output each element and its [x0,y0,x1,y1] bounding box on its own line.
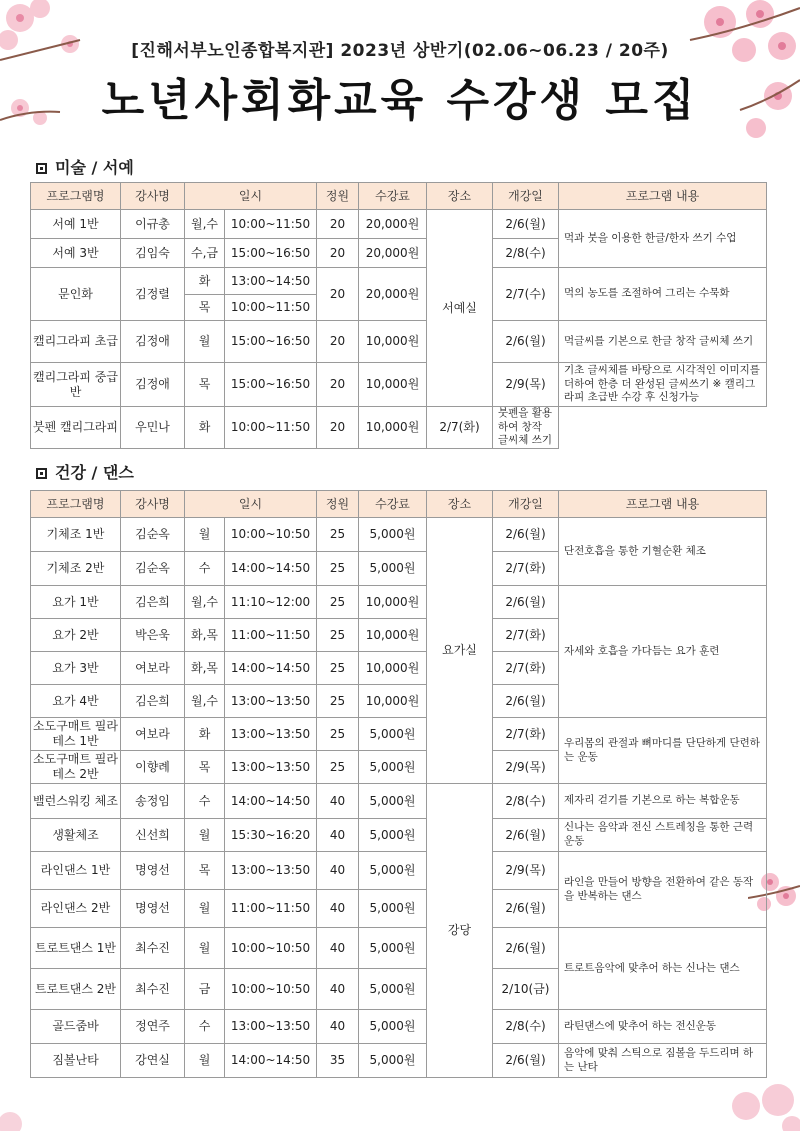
time: 10:00~11:50 [225,407,317,449]
start-date: 2/6(월) [493,210,559,239]
program-name: 문인화 [31,268,121,321]
time: 10:00~11:50 [225,210,317,239]
program-content: 음악에 맞춰 스틱으로 짐볼을 두드리며 하는 난타 [559,1044,767,1078]
days: 목 [185,295,225,321]
fee: 5,000원 [359,890,427,928]
teacher: 명영선 [121,852,185,890]
start-date: 2/6(월) [493,586,559,619]
time: 13:00~13:50 [225,718,317,751]
teacher: 최수진 [121,928,185,969]
fee: 10,000원 [359,363,427,407]
teacher: 신선희 [121,819,185,852]
time: 13:00~14:50 [225,268,317,295]
teacher: 이규총 [121,210,185,239]
teacher: 김정애 [121,321,185,363]
column-header: 프로그램명 [31,183,121,210]
table-row [31,363,767,407]
table-header-row [31,183,767,210]
program-content: 기초 글씨체를 바탕으로 시각적인 이미지를 더하여 한층 더 완성된 글씨쓰기 ※ 캘리그라피 초급반 수강 후 신청가능 [559,363,767,407]
capacity: 25 [317,552,359,586]
start-date: 2/6(월) [493,1044,559,1078]
table-row [31,928,767,969]
start-date: 2/7(화) [493,552,559,586]
place: 서예실 [427,210,493,407]
program-content: 먹의 농도를 조절하여 그리는 수묵화 [559,268,767,321]
start-date: 2/7(화) [427,407,493,449]
program-name: 요가 2반 [31,619,121,652]
teacher: 김임숙 [121,239,185,268]
days: 월 [185,518,225,552]
table-row [31,784,767,819]
cherry-blossom-bottom-right [716,1076,800,1131]
program-name: 기체조 1반 [31,518,121,552]
capacity: 25 [317,718,359,751]
table-row [31,852,767,890]
program-name: 붓펜 캘리그라피 [31,407,121,449]
program-name: 서예 3반 [31,239,121,268]
days: 월,수 [185,586,225,619]
time: 13:00~13:50 [225,685,317,718]
capacity: 40 [317,928,359,969]
column-header: 개강일 [493,491,559,518]
square-bullet-icon [36,163,47,174]
days: 월 [185,819,225,852]
days: 수 [185,552,225,586]
time: 10:00~11:50 [225,295,317,321]
program-name: 캘리그라피 초급 [31,321,121,363]
column-header: 프로그램 내용 [559,183,767,210]
table-row [31,518,767,552]
table-row [31,1010,767,1044]
column-header: 정원 [317,491,359,518]
column-header: 강사명 [121,183,185,210]
fee: 5,000원 [359,852,427,890]
capacity: 20 [317,363,359,407]
program-content: 라틴댄스에 맞추어 하는 전신운동 [559,1010,767,1044]
program-content: 우리몸의 관절과 뼈마디를 단단하게 단련하는 운동 [559,718,767,784]
capacity: 25 [317,619,359,652]
program-content: 붓펜을 활용하여 창작 글씨체 쓰기 [493,407,559,449]
start-date: 2/7(화) [493,652,559,685]
fee: 10,000원 [359,586,427,619]
time: 15:00~16:50 [225,363,317,407]
teacher: 이향례 [121,751,185,784]
column-header: 정원 [317,183,359,210]
start-date: 2/6(월) [493,518,559,552]
fee: 5,000원 [359,518,427,552]
fee: 5,000원 [359,969,427,1010]
teacher: 김순옥 [121,552,185,586]
column-header: 장소 [427,183,493,210]
square-bullet-icon [36,468,47,479]
teacher: 김은희 [121,586,185,619]
teacher: 여보라 [121,718,185,751]
fee: 20,000원 [359,239,427,268]
teacher: 최수진 [121,969,185,1010]
capacity: 40 [317,819,359,852]
fee: 10,000원 [359,619,427,652]
time: 15:30~16:20 [225,819,317,852]
program-name: 밸런스워킹 체조 [31,784,121,819]
teacher: 김은희 [121,685,185,718]
program-name: 서예 1반 [31,210,121,239]
capacity: 20 [317,407,359,449]
place: 강당 [427,784,493,1078]
fee: 10,000원 [359,685,427,718]
table-row [31,321,767,363]
program-name: 요가 4반 [31,685,121,718]
section-art-heading: 미술 / 서예 [36,155,134,178]
teacher: 김정애 [121,363,185,407]
teacher: 박은욱 [121,619,185,652]
column-header: 강사명 [121,491,185,518]
fee: 5,000원 [359,784,427,819]
fee: 5,000원 [359,552,427,586]
program-content: 라인을 만들어 방향을 전환하여 같은 동작을 반복하는 댄스 [559,852,767,928]
program-name: 소도구매트 필라테스 1반 [31,718,121,751]
time: 11:10~12:00 [225,586,317,619]
days: 목 [185,363,225,407]
start-date: 2/10(금) [493,969,559,1010]
start-date: 2/9(목) [493,751,559,784]
program-content: 트로트음악에 맞추어 하는 신나는 댄스 [559,928,767,1010]
program-content: 자세와 호흡을 가다듬는 요가 훈련 [559,586,767,718]
program-content: 신나는 음악과 전신 스트레칭을 통한 근력운동 [559,819,767,852]
column-header: 수강료 [359,183,427,210]
fee: 5,000원 [359,751,427,784]
fee: 5,000원 [359,718,427,751]
start-date: 2/9(목) [493,363,559,407]
capacity: 20 [317,239,359,268]
time: 10:00~10:50 [225,518,317,552]
program-name: 트로트댄스 2반 [31,969,121,1010]
fee: 10,000원 [359,407,427,449]
program-content: 제자리 걷기를 기본으로 하는 복합운동 [559,784,767,819]
time: 15:00~16:50 [225,321,317,363]
program-name: 요가 1반 [31,586,121,619]
art-program-table [30,182,767,449]
teacher: 강연실 [121,1044,185,1078]
teacher: 여보라 [121,652,185,685]
capacity: 40 [317,1010,359,1044]
days: 화,목 [185,619,225,652]
fee: 20,000원 [359,210,427,239]
start-date: 2/7(화) [493,619,559,652]
start-date: 2/9(목) [493,852,559,890]
time: 14:00~14:50 [225,1044,317,1078]
days: 월,수 [185,685,225,718]
days: 수 [185,1010,225,1044]
time: 13:00~13:50 [225,751,317,784]
teacher: 명영선 [121,890,185,928]
cherry-blossom-bottom-left [0,1100,40,1131]
page-title: 노년사회화교육 수강생 모집 [101,75,699,126]
table-row [31,210,767,239]
program-name: 기체조 2반 [31,552,121,586]
days: 월,수 [185,210,225,239]
program-name: 캘리그라피 중급반 [31,363,121,407]
column-header: 개강일 [493,183,559,210]
capacity: 20 [317,321,359,363]
program-name: 짐볼난타 [31,1044,121,1078]
time: 11:00~11:50 [225,619,317,652]
capacity: 25 [317,751,359,784]
capacity: 25 [317,652,359,685]
start-date: 2/6(월) [493,819,559,852]
days: 화 [185,407,225,449]
program-name: 라인댄스 1반 [31,852,121,890]
capacity: 25 [317,685,359,718]
table-row [31,268,767,295]
days: 금 [185,969,225,1010]
table-row [31,1044,767,1078]
health-program-table [30,490,767,1078]
program-name: 트로트댄스 1반 [31,928,121,969]
time: 13:00~13:50 [225,1010,317,1044]
capacity: 35 [317,1044,359,1078]
column-header: 일시 [185,491,317,518]
days: 화,목 [185,652,225,685]
days: 수,금 [185,239,225,268]
time: 15:00~16:50 [225,239,317,268]
start-date: 2/8(수) [493,239,559,268]
fee: 10,000원 [359,321,427,363]
place: 요가실 [427,518,493,784]
header-subtitle: [진해서부노인종합복지관] 2023년 상반기(02.06~06.23 / 20주) [131,41,669,61]
table-header-row [31,491,767,518]
fee: 10,000원 [359,652,427,685]
column-header: 프로그램 내용 [559,491,767,518]
time: 10:00~10:50 [225,928,317,969]
start-date: 2/6(월) [493,685,559,718]
capacity: 40 [317,852,359,890]
program-name: 생활체조 [31,819,121,852]
start-date: 2/8(수) [493,1010,559,1044]
capacity: 25 [317,586,359,619]
fee: 5,000원 [359,1044,427,1078]
capacity: 25 [317,518,359,552]
program-content: 먹글씨를 기본으로 한글 창작 글씨체 쓰기 [559,321,767,363]
start-date: 2/7(화) [493,718,559,751]
days: 월 [185,321,225,363]
fee: 5,000원 [359,1010,427,1044]
fee: 5,000원 [359,819,427,852]
capacity: 20 [317,268,359,321]
table-row [31,819,767,852]
column-header: 일시 [185,183,317,210]
table-row [31,407,767,449]
days: 목 [185,751,225,784]
days: 월 [185,928,225,969]
program-name: 소도구매트 필라테스 2반 [31,751,121,784]
days: 목 [185,852,225,890]
time: 10:00~10:50 [225,969,317,1010]
time: 14:00~14:50 [225,552,317,586]
days: 월 [185,890,225,928]
capacity: 20 [317,210,359,239]
program-name: 골드줌바 [31,1010,121,1044]
teacher: 우민나 [121,407,185,449]
teacher: 김정렬 [121,268,185,321]
start-date: 2/7(수) [493,268,559,321]
start-date: 2/8(수) [493,784,559,819]
time: 13:00~13:50 [225,852,317,890]
teacher: 정연주 [121,1010,185,1044]
teacher: 송정임 [121,784,185,819]
capacity: 40 [317,969,359,1010]
capacity: 40 [317,784,359,819]
fee: 5,000원 [359,928,427,969]
teacher: 김순옥 [121,518,185,552]
capacity: 40 [317,890,359,928]
days: 화 [185,268,225,295]
days: 화 [185,718,225,751]
fee: 20,000원 [359,268,427,321]
time: 14:00~14:50 [225,652,317,685]
time: 14:00~14:50 [225,784,317,819]
program-content: 먹과 붓을 이용한 한글/한자 쓰기 수업 [559,210,767,268]
table-row [31,718,767,751]
start-date: 2/6(월) [493,890,559,928]
column-header: 장소 [427,491,493,518]
days: 수 [185,784,225,819]
start-date: 2/6(월) [493,321,559,363]
column-header: 프로그램명 [31,491,121,518]
program-name: 라인댄스 2반 [31,890,121,928]
time: 11:00~11:50 [225,890,317,928]
start-date: 2/6(월) [493,928,559,969]
section-health-heading: 건강 / 댄스 [36,460,134,483]
column-header: 수강료 [359,491,427,518]
program-name: 요가 3반 [31,652,121,685]
days: 월 [185,1044,225,1078]
program-content: 단전호흡을 통한 기혈순환 체조 [559,518,767,586]
table-row [31,586,767,619]
